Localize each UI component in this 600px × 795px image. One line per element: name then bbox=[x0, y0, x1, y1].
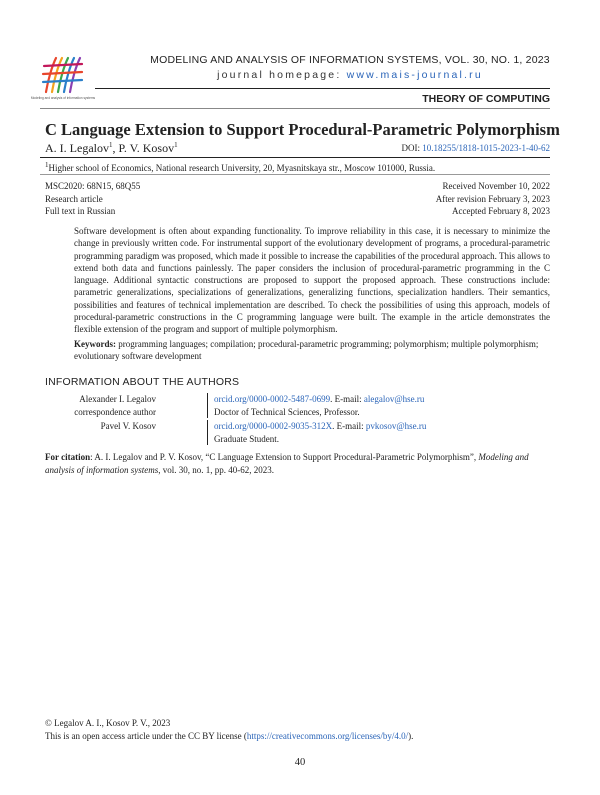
doi-label: DOI: bbox=[401, 143, 423, 153]
author-rule bbox=[40, 157, 550, 158]
fulltext-language: Full text in Russian bbox=[45, 206, 116, 216]
keywords bbox=[74, 338, 550, 363]
homepage-label: journal homepage: bbox=[217, 69, 347, 81]
citation-journal: Modeling and analysis of information systems bbox=[45, 452, 529, 475]
article-title: C Language Extension to Support Procedural-Parametric Polymorphism bbox=[45, 120, 560, 139]
citation-text: : A. I. Legalov and P. V. Kosov, “C Language Extension to Support Procedural-Parametric Polymorphism”, bbox=[90, 452, 479, 462]
received-date: Received November 10, 2022 bbox=[442, 181, 550, 191]
section-label: THEORY OF COMPUTING bbox=[422, 93, 550, 105]
citation bbox=[45, 451, 550, 476]
article-type: Research article bbox=[45, 193, 103, 204]
keywords-label: Keywords: bbox=[74, 339, 116, 349]
author-name: P. V. Kosov bbox=[118, 141, 175, 155]
citation-label: For citation bbox=[45, 452, 91, 462]
author-details bbox=[207, 393, 424, 418]
author-degree: Doctor of Technical Sciences, Professor. bbox=[214, 406, 360, 417]
journal-logo bbox=[30, 52, 96, 104]
logo-caption: Modeling and analysis of information systems bbox=[30, 96, 96, 100]
section-rule bbox=[40, 108, 550, 109]
abstract: Software development is often about expanding functionality. To improve reliability in this case, it is necessary to minimize the change in previously written code. For instrumental support of the evolutionary development of programs, a procedural-parametric programming paradigm was proposed, which made it possible to increase the capabilities of the procedural approach. This allows to extend both data and functions painlessly. The paper considers the inclusion of procedural-parametric programming in the C language. Additional syntactic constructions are proposed to support the proposed approach. These constructions include: parametric generalizations, specializations of generalizations, generalizing functions, specialization handlers. Their semantics, possibilities and features of technical implementation are described. To check the possibilities of using this approach, models of procedural-parametric constructions in the C programming language were built. The example in the article demonstrates the flexible extension of the program and support of multiple polymorphism. bbox=[74, 226, 550, 335]
author-separator: , bbox=[112, 141, 119, 155]
author-role: correspondence author bbox=[74, 406, 156, 417]
homepage-link[interactable]: www.mais-journal.ru bbox=[346, 69, 483, 81]
email-link[interactable]: pvkosov@hse.ru bbox=[365, 421, 427, 431]
orcid-link[interactable]: orcid.org/0000-0002-5487-0699 bbox=[214, 394, 331, 404]
author-name: A. I. Legalov bbox=[45, 141, 109, 155]
affiliation-marker: 1 bbox=[174, 141, 178, 149]
email-label: . E-mail: bbox=[330, 394, 364, 404]
affiliation-marker: 1 bbox=[108, 141, 113, 149]
citation-tail: , vol. 30, no. 1, pp. 40-62, 2023. bbox=[158, 464, 275, 475]
keywords-text: programming languages; compilation; procedural-parametric programming; polymorphism; multiple polymorphism; evolutionary software development bbox=[74, 339, 539, 362]
accepted-date: Accepted February 8, 2023 bbox=[452, 206, 550, 216]
copyright-notice: © Legalov A. I., Kosov P. V., 2023 bbox=[45, 718, 171, 728]
author-list bbox=[45, 141, 178, 156]
orcid-link[interactable]: orcid.org/0000-0002-9035-312X bbox=[214, 421, 333, 431]
journal-homepage bbox=[140, 69, 560, 81]
author-degree: Graduate Student. bbox=[214, 433, 279, 444]
license-pre: This is an open access article under the CC BY license ( bbox=[45, 730, 247, 741]
copyright-block bbox=[45, 717, 413, 742]
journal-title: MODELING AND ANALYSIS OF INFORMATION SYSTEMS, VOL. 30, NO. 1, 2023 bbox=[150, 54, 550, 66]
email-label: . E-mail: bbox=[332, 421, 366, 431]
header-rule bbox=[95, 88, 550, 89]
affiliation-text: Higher school of Economics, National research University, 20, Myasnitskaya str., Moscow 101000, Russia. bbox=[48, 163, 436, 173]
affiliation bbox=[45, 161, 435, 173]
article-meta bbox=[45, 180, 140, 218]
msc-codes: MSC2020: 68N15, 68Q55 bbox=[45, 181, 141, 191]
article-dates bbox=[436, 180, 550, 218]
revised-date: After revision February 3, 2023 bbox=[435, 193, 550, 204]
authors-info-heading: INFORMATION ABOUT THE AUTHORS bbox=[45, 376, 240, 388]
page-number: 40 bbox=[294, 757, 306, 768]
doi-link[interactable]: 10.18255/1818-1015-2023-1-40-62 bbox=[422, 143, 550, 153]
doi bbox=[402, 143, 551, 153]
author-details bbox=[207, 420, 426, 445]
email-link[interactable]: alegalov@hse.ru bbox=[363, 394, 425, 404]
affiliation-marker: 1 bbox=[45, 161, 49, 169]
license-post: ). bbox=[408, 730, 414, 741]
license-link[interactable]: https://creativecommons.org/licenses/by/4.0/ bbox=[246, 730, 409, 741]
author-name: Pavel V. Kosov bbox=[100, 421, 156, 431]
license-notice bbox=[45, 730, 413, 743]
affiliation-rule bbox=[40, 174, 550, 175]
author-name: Alexander I. Legalov bbox=[79, 394, 156, 404]
